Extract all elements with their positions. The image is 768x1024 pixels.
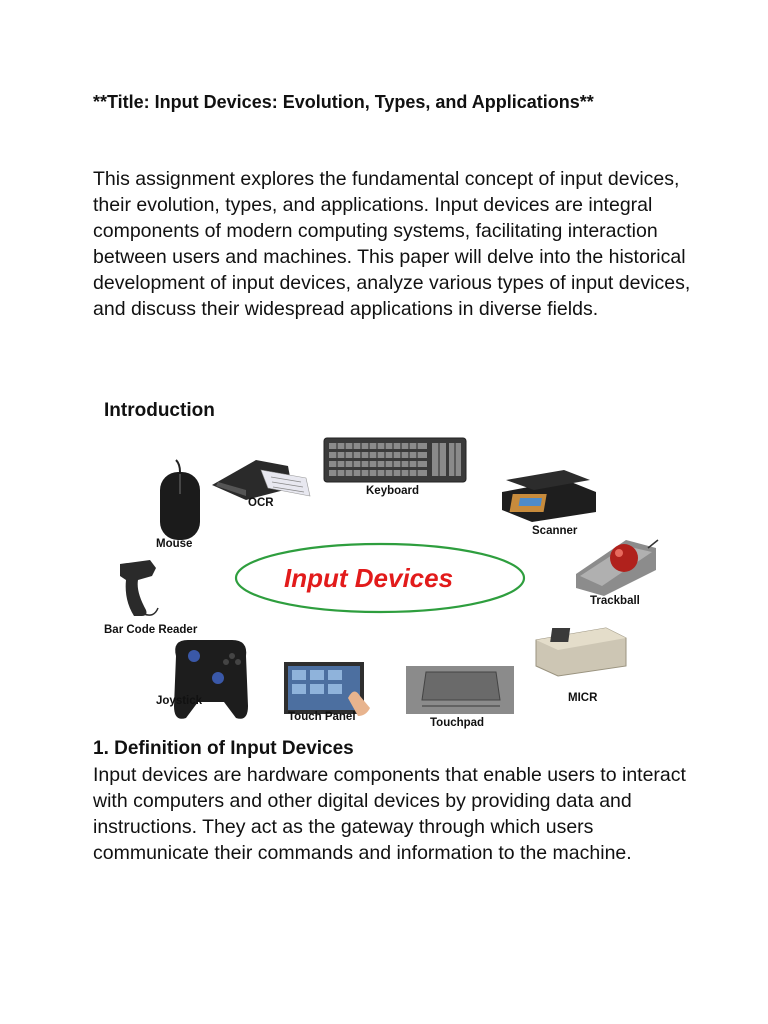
label-touch-panel: Touch Panel: [288, 711, 356, 723]
trackball-icon: [576, 540, 658, 596]
label-joystick: Joystick: [156, 695, 203, 707]
label-trackball: Trackball: [590, 595, 640, 607]
abstract-paragraph: This assignment explores the fundamental concept of input devices, their evolution, types, and applications. Input devices are integral components of modern computing systems, facilitating interaction between users and machines. This paper will delve into the historical development of input devices, analyze various types of input devices, and discuss their widespread applications in diverse fields.: [93, 168, 691, 320]
label-keyboard: Keyboard: [366, 485, 420, 497]
definition-paragraph: Input devices are hardware components that enable users to interact with computers and other digital devices by providing data and instructions. They act as the gateway through which users communicate their commands and information to the machine.: [93, 764, 686, 864]
center-label: Input Devices: [284, 563, 454, 593]
keyboard-icon: [324, 438, 466, 482]
micr-reader-icon: [536, 628, 626, 676]
mouse-icon: [160, 460, 200, 540]
input-devices-figure: [96, 430, 676, 735]
touchpad-icon: [406, 666, 514, 714]
input-devices-diagram: [96, 430, 676, 735]
introduction-heading: Introduction: [104, 400, 215, 421]
barcode-reader-icon: [120, 560, 158, 616]
touch-panel-icon: [284, 662, 370, 716]
label-scanner: Scanner: [532, 525, 578, 537]
label-touchpad: Touchpad: [430, 717, 485, 729]
label-micr: MICR: [568, 692, 598, 704]
label-bar-code-reader: Bar Code Reader: [104, 624, 198, 636]
document-title: **Title: Input Devices: Evolution, Types, and Applications**: [93, 92, 594, 112]
ocr-scanner-icon: [212, 460, 310, 500]
scanner-icon: [502, 470, 596, 522]
section-1-heading: 1. Definition of Input Devices: [93, 738, 354, 759]
label-mouse: Mouse: [156, 538, 193, 550]
label-ocr: OCR: [248, 497, 274, 509]
